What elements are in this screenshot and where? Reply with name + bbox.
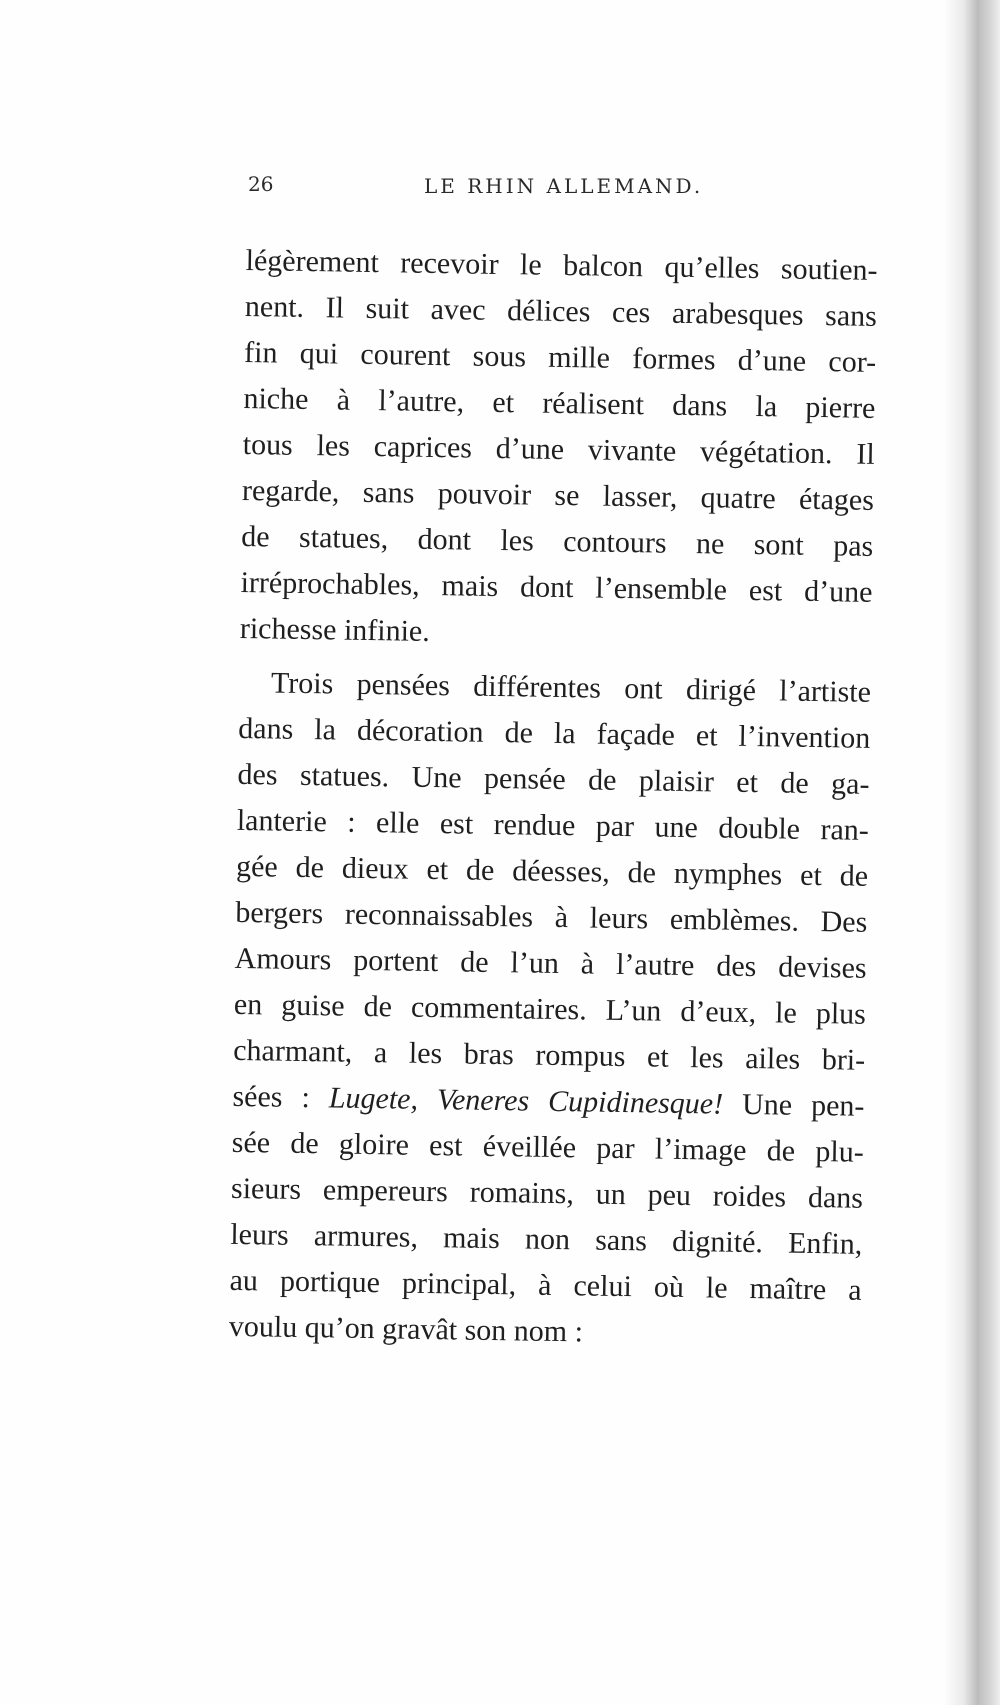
latin-quote: Lugete, Veneres Cupidinesque! — [328, 1081, 724, 1121]
text-fragment: Une pen- — [722, 1087, 865, 1123]
text-line: irréprochables, mais dont l’ensemble est d’une — [240, 565, 873, 609]
text-line: en guise de commentaires. L’un d’eux, le plus — [233, 987, 867, 1031]
paragraph-2 — [229, 660, 872, 1360]
binding-shadow — [944, 0, 1000, 1705]
text-line: charmant, a les bras rompus et les ailes bri- — [232, 1033, 866, 1077]
text-line: Trois pensées différentes ont dirigé l’artiste — [270, 666, 872, 709]
text-line: légèrement recevoir le balcon qu’elles soutien- — [245, 243, 878, 287]
text-line: de statues, dont les contours ne sont pas — [241, 519, 874, 563]
running-head: LE RHIN ALLEMAND. — [424, 174, 704, 198]
text-line: fin qui courent sous mille formes d’une cor- — [243, 335, 877, 379]
text-line: richesse infinie. — [239, 611, 431, 648]
text-line: Amours portent de l’un à l’autre des devises — [234, 941, 867, 985]
paragraph-1 — [239, 238, 877, 662]
page-header — [248, 172, 708, 202]
text-line: des statues. Une pensée de plaisir et de ga- — [237, 757, 870, 801]
text-line: sée de gloire est éveillée par l’image de plu- — [231, 1125, 864, 1169]
text-line: gée de dieux et de déesses, de nymphes et de — [235, 849, 869, 893]
text-line: voulu qu’on gravât son nom : — [228, 1309, 584, 1349]
text-line: nent. Il suit avec délices ces arabesques sans — [244, 289, 878, 333]
page-number: 26 — [248, 172, 274, 196]
text-line: lanterie : elle est rendue par une double ran- — [236, 803, 870, 847]
text-line: regarde, sans pouvoir se lasser, quatre étages — [241, 473, 875, 517]
text-fragment: sées : — [232, 1079, 330, 1115]
text-line: au portique principal, à celui où le maître a — [229, 1263, 862, 1307]
text-line: sieurs empereurs romains, un peu roides dans — [230, 1171, 864, 1215]
text-line: niche à l’autre, et réalisent dans la pierre — [243, 381, 876, 425]
text-line: tous les caprices d’une vivante végétation. Il — [242, 427, 875, 471]
text-line: leurs armures, mais non sans dignité. Enfin, — [230, 1217, 863, 1261]
body-text — [229, 238, 878, 1360]
text-line: dans la décoration de la façade et l’invention — [238, 711, 871, 755]
text-line: bergers reconnaissables à leurs emblèmes. Des — [235, 895, 868, 939]
